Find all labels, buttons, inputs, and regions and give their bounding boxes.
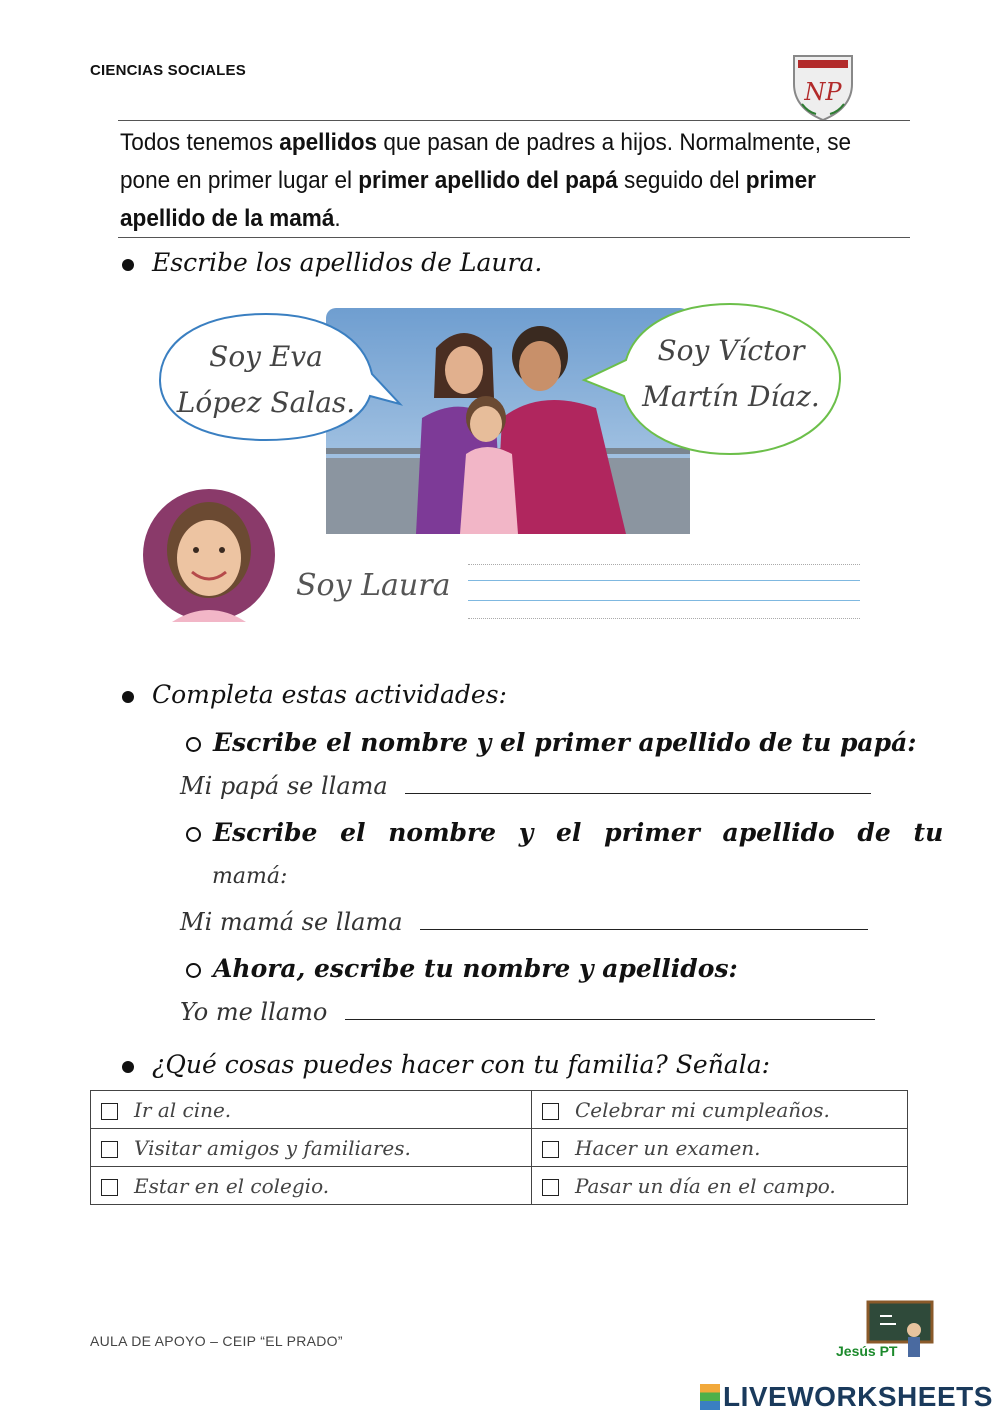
dad-name-prompt: Mi papá se llama bbox=[180, 772, 388, 800]
own-name-blank[interactable] bbox=[345, 1001, 875, 1020]
activity-1-text: Escribe el nombre y el primer apellido de tu papá: bbox=[213, 728, 917, 757]
school-footer: AULA DE APOYO – CEIP “EL PRADO” bbox=[90, 1333, 343, 1349]
activity-cell[interactable] bbox=[91, 1167, 532, 1205]
activity-cell[interactable] bbox=[532, 1091, 908, 1129]
activity-option: Hacer un examen. bbox=[575, 1135, 761, 1160]
circle-bullet-icon bbox=[186, 737, 201, 752]
activity-1-line bbox=[180, 772, 910, 800]
activity-cell[interactable] bbox=[532, 1167, 908, 1205]
checkbox-icon[interactable] bbox=[542, 1103, 559, 1120]
crest-letters: NP bbox=[804, 78, 842, 106]
mom-name-prompt: Mi mamá se llama bbox=[180, 908, 403, 936]
activity-option: Pasar un día en el campo. bbox=[575, 1173, 836, 1198]
activity-2-instruction-cont: mamá: bbox=[212, 864, 288, 889]
table-row bbox=[91, 1091, 908, 1129]
activity-cell[interactable] bbox=[532, 1129, 908, 1167]
liveworksheets-logo-text: LIVEWORKSHEETS bbox=[723, 1381, 993, 1412]
bullet-icon bbox=[122, 1061, 134, 1073]
mom-bubble-text bbox=[156, 334, 376, 426]
checkbox-icon[interactable] bbox=[542, 1179, 559, 1196]
laura-guide-mid bbox=[468, 580, 860, 581]
intro-text-4: . bbox=[334, 205, 341, 232]
activity-2-instruction bbox=[186, 818, 943, 847]
activity-cell[interactable] bbox=[91, 1129, 532, 1167]
bullet-icon bbox=[122, 691, 134, 703]
liveworksheets-badge[interactable] bbox=[700, 1381, 993, 1413]
activity-3-text: Ahora, escribe tu nombre y apellidos: bbox=[213, 954, 738, 983]
activity-option: Ir al cine. bbox=[134, 1097, 232, 1122]
checkbox-icon[interactable] bbox=[101, 1179, 118, 1196]
mom-name-blank[interactable] bbox=[420, 911, 868, 930]
section2-title: Completa estas actividades: bbox=[152, 680, 507, 709]
mom-bubble-line2: López Salas. bbox=[176, 386, 356, 419]
laura-portrait bbox=[142, 488, 276, 622]
dad-bubble-line1: Soy Víctor bbox=[657, 334, 805, 367]
activity-2-line bbox=[180, 908, 910, 936]
bullet-icon bbox=[122, 259, 134, 271]
family-activities-table bbox=[90, 1090, 908, 1205]
table-row bbox=[91, 1167, 908, 1205]
activity-1-instruction bbox=[186, 728, 917, 757]
intro-bold-3: primer apellido de la mamá bbox=[120, 167, 816, 232]
activity-option: Celebrar mi cumpleaños. bbox=[575, 1097, 830, 1122]
activity-option: Visitar amigos y familiares. bbox=[134, 1135, 411, 1160]
intro-text-1: Todos tenemos bbox=[120, 129, 280, 156]
author-credit: Jesús PT bbox=[836, 1343, 898, 1359]
own-name-prompt: Yo me llamo bbox=[180, 998, 328, 1026]
intro-text-3: seguido del bbox=[617, 167, 746, 194]
mom-bubble-line1: Soy Eva bbox=[209, 340, 323, 373]
section3-title: ¿Qué cosas puedes hacer con tu familia? Señala: bbox=[152, 1050, 771, 1079]
intro-bold-1: apellidos bbox=[279, 129, 378, 156]
activity-3-instruction bbox=[186, 954, 738, 983]
laura-label: Soy Laura bbox=[296, 568, 451, 603]
activity-cell[interactable] bbox=[91, 1091, 532, 1129]
circle-bullet-icon bbox=[186, 963, 201, 978]
liveworksheets-icon bbox=[700, 1384, 720, 1410]
top-rule bbox=[118, 120, 910, 121]
checkbox-icon[interactable] bbox=[101, 1141, 118, 1158]
section2-heading bbox=[122, 680, 507, 709]
dad-bubble-text bbox=[624, 328, 838, 420]
subject-header: CIENCIAS SOCIALES bbox=[90, 62, 246, 79]
checkbox-icon[interactable] bbox=[542, 1141, 559, 1158]
dad-name-blank[interactable] bbox=[405, 775, 871, 794]
school-crest-logo bbox=[788, 50, 858, 122]
dad-bubble-line2: Martín Díaz. bbox=[642, 380, 820, 413]
table-row bbox=[91, 1129, 908, 1167]
laura-guide-bottom bbox=[468, 618, 860, 619]
activity-3-line bbox=[180, 998, 910, 1026]
section3-heading bbox=[122, 1050, 770, 1079]
circle-bullet-icon bbox=[186, 827, 201, 842]
laura-guide-top bbox=[468, 564, 860, 565]
section1-title: Escribe los apellidos de Laura. bbox=[152, 248, 543, 277]
intro-bold-2: primer apellido del papá bbox=[358, 167, 618, 194]
intro-paragraph bbox=[120, 124, 863, 238]
activity-2-text: Escribe el nombre y el primer apellido de tu bbox=[213, 818, 944, 847]
checkbox-icon[interactable] bbox=[101, 1103, 118, 1120]
activity-option: Estar en el colegio. bbox=[134, 1173, 330, 1198]
section1-heading bbox=[122, 248, 542, 277]
intro-text-2: que pasan de padres a hijos. Normalmente, se pone en primer lugar el bbox=[120, 129, 852, 194]
laura-writing-line[interactable] bbox=[468, 600, 860, 601]
intro-bottom-rule bbox=[118, 237, 910, 238]
